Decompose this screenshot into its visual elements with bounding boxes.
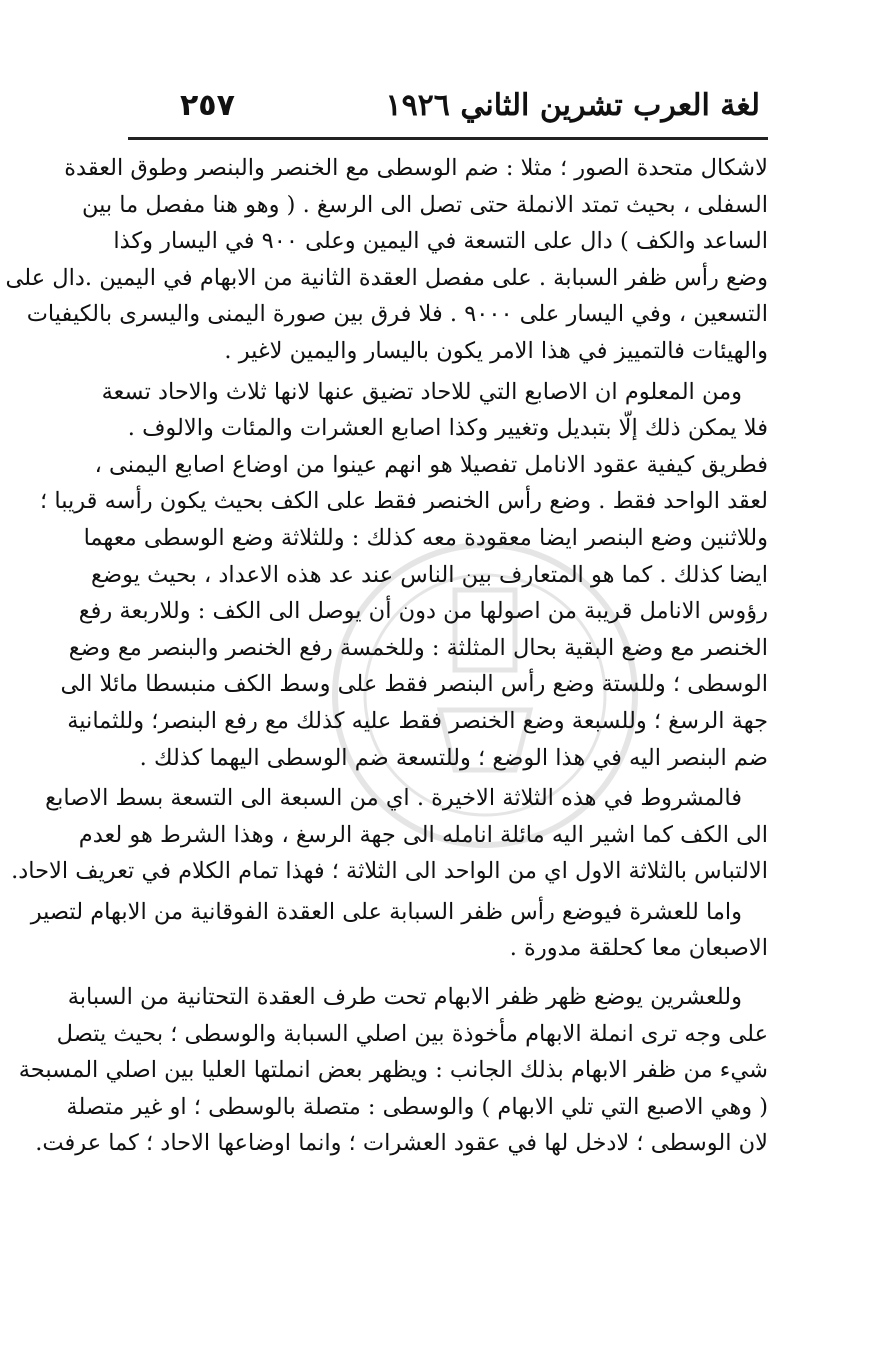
text-line: الساعد والكف ) دال على التسعة في اليمين وعلى ٩٠٠ في اليسار وكذا <box>113 228 768 255</box>
text-line: ضم البنصر اليه في هذا الوضع ؛ وللتسعة ضم الوسطى اليهما كذلك . <box>139 744 768 771</box>
paragraph-5 <box>18 979 768 1162</box>
text-line: فطريق كيفية عقود الانامل تفصيلا هو انهم عينوا من اوضاع اصابع اليمنى ، <box>94 451 768 478</box>
text-line: السفلى ، بحيث تمتد الانملة حتى تصل الى الرسغ . ( وهو هنا مفصل ما بين <box>81 191 768 218</box>
text-line: فلا يمكن ذلك إلّا بتبديل وتغيير وكذا اصابع العشرات والمئات والالوف . <box>127 415 768 442</box>
text-line: الاصبعان معا كحلقة مدورة . <box>509 935 768 962</box>
page-header <box>160 88 760 128</box>
text-line: ومن المعلوم ان الاصابع التي للاحاد تضيق عنها لانها ثلاث والاحاد تسعة <box>101 378 742 405</box>
text-line: ( وهي الاصبع التي تلي الابهام ) والوسطى : متصلة بالوسطى ؛ او غير متصلة <box>66 1093 768 1120</box>
text-line: شيء من ظفر الابهام بذلك الجانب : ويظهر بعض انملتها العليا بين اصلي المسبحة <box>18 1057 768 1084</box>
text-line: لان الوسطى ؛ لادخل لها في عقود العشرات ؛ وانما اوضاعها الاحاد ؛ كما عرفت. <box>35 1130 768 1157</box>
page-number: ٢٥٧ <box>180 88 235 123</box>
text-line: ايضا كذلك . كما هو المتعارف بين الناس عند عد هذه الاعداد ، بحيث يوضع <box>91 561 768 588</box>
text-line: على وجه ترى انملة الابهام مأخوذة بين اصلي السبابة والوسطى ؛ بحيث يتصل <box>56 1020 768 1047</box>
text-line: الى الكف كما اشير اليه مائلة انامله الى جهة الرسغ ، وهذا الشرط هو لعدم <box>78 821 768 848</box>
text-line: وللعشرين يوضع ظهر ظفر الابهام تحت طرف العقدة التحتانية من السبابة <box>67 984 742 1011</box>
text-line: وللاثنين وضع البنصر ايضا معقودة معه كذلك : وللثلاثة وضع الوسطى معهما <box>83 524 768 551</box>
text-line: الوسطى ؛ وللستة وضع رأس البنصر فقط على وسط الكف منبسطا مائلا الى <box>60 671 768 698</box>
text-line: فالمشروط في هذه الثلاثة الاخيرة . اي من السبعة الى التسعة بسط الاصابع <box>45 785 742 812</box>
text-line: واما للعشرة فيوضع رأس ظفر السبابة على العقدة الفوقانية من الابهام لتصير <box>30 898 742 925</box>
text-line: وضع رأس ظفر السبابة . على مفصل العقدة الثانية من الابهام في اليمين .دال على <box>5 264 768 291</box>
text-line: لاشكال متحدة الصور ؛ مثلا : ضم الوسطى مع الخنصر والبنصر وطوق العقدة <box>64 155 768 181</box>
paragraph-1 <box>5 150 768 370</box>
article-body <box>5 150 768 1162</box>
text-line: رؤوس الانامل قريبة من اصولها من دون أن يوصل الى الكف : وللاربعة رفع <box>78 598 768 625</box>
running-title: لغة العرب تشرين الثاني ١٩٢٦ <box>385 88 760 123</box>
paragraph-4 <box>30 894 768 967</box>
header-rule <box>128 137 768 140</box>
text-line: الالتباس بالثلاثة الاول اي من الواحد الى الثلاثة ؛ فهذا تمام الكلام في تعريف الاحاد. <box>11 858 768 885</box>
text-line: لعقد الواحد فقط . وضع رأس الخنصر فقط على الكف بحيث يكون رأسه قريبا ؛ <box>40 488 768 515</box>
paragraph-2 <box>40 374 768 777</box>
text-line: الخنصر مع وضع البقية بحال المثلثة : وللخمسة رفع الخنصر والبنصر مع وضع <box>68 634 768 661</box>
text-line: جهة الرسغ ؛ وللسبعة وضع الخنصر فقط عليه كذلك مع رفع البنصر؛ وللثمانية <box>67 707 768 734</box>
paragraph-3 <box>11 780 768 890</box>
text-line: والهيئات فالتمييز في هذا الامر يكون باليسار واليمين لاغير . <box>224 337 768 364</box>
text-line: التسعين ، وفي اليسار على ٩٠٠٠ . فلا فرق بين صورة اليمنى واليسرى بالكيفيات <box>26 301 768 328</box>
